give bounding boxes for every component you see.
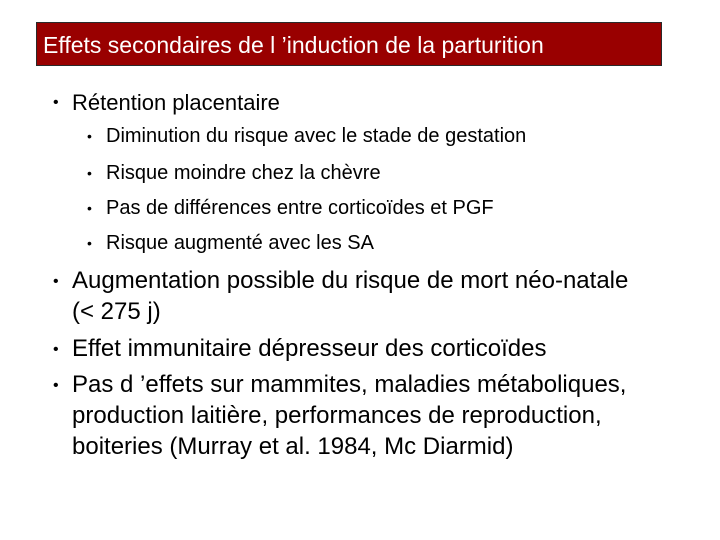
bullet-icon: • bbox=[53, 377, 59, 394]
title-bar bbox=[36, 22, 662, 66]
bullet-text: Risque augmenté avec les SA bbox=[106, 232, 374, 254]
sub-bullet-risque-sa bbox=[87, 231, 374, 255]
bullet-text-line-2: production laitière, performances de reproduction, bbox=[72, 402, 602, 429]
bullet-icon: • bbox=[87, 235, 92, 251]
bullet-icon: • bbox=[53, 94, 59, 111]
bullet-text-line-2: (< 275 j) bbox=[72, 298, 161, 325]
bullet-icon: • bbox=[87, 165, 92, 181]
bullet-retention-placentaire bbox=[53, 88, 280, 118]
bullet-effet-immunitaire bbox=[53, 333, 547, 364]
bullet-icon: • bbox=[87, 128, 92, 144]
bullet-text: Diminution du risque avec le stade de gestation bbox=[106, 125, 527, 147]
sub-bullet-risque-chevre bbox=[87, 161, 381, 185]
slide-title: Effets secondaires de l ’induction de la parturition bbox=[43, 32, 544, 58]
sub-bullet-pas-de-differences bbox=[87, 196, 494, 220]
bullet-text-line-1: Pas d ’effets sur mammites, maladies métaboliques, bbox=[72, 371, 627, 398]
bullet-text: Effet immunitaire dépresseur des corticoïdes bbox=[72, 335, 547, 362]
sub-bullet-diminution-risque bbox=[87, 124, 527, 148]
bullet-text: Rétention placentaire bbox=[72, 90, 280, 115]
bullet-mort-neonatale bbox=[53, 265, 629, 327]
bullet-icon: • bbox=[87, 200, 92, 216]
bullet-text-line-3: boiteries (Murray et al. 1984, Mc Diarmid) bbox=[72, 433, 514, 460]
bullet-text: Pas de différences entre corticoïdes et PGF bbox=[106, 197, 494, 219]
bullet-text: Risque moindre chez la chèvre bbox=[106, 162, 381, 184]
bullet-icon: • bbox=[53, 341, 59, 358]
bullet-icon: • bbox=[53, 273, 59, 290]
bullet-text-line-1: Augmentation possible du risque de mort néo-natale bbox=[72, 267, 629, 294]
bullet-pas-d-effets bbox=[53, 369, 627, 462]
